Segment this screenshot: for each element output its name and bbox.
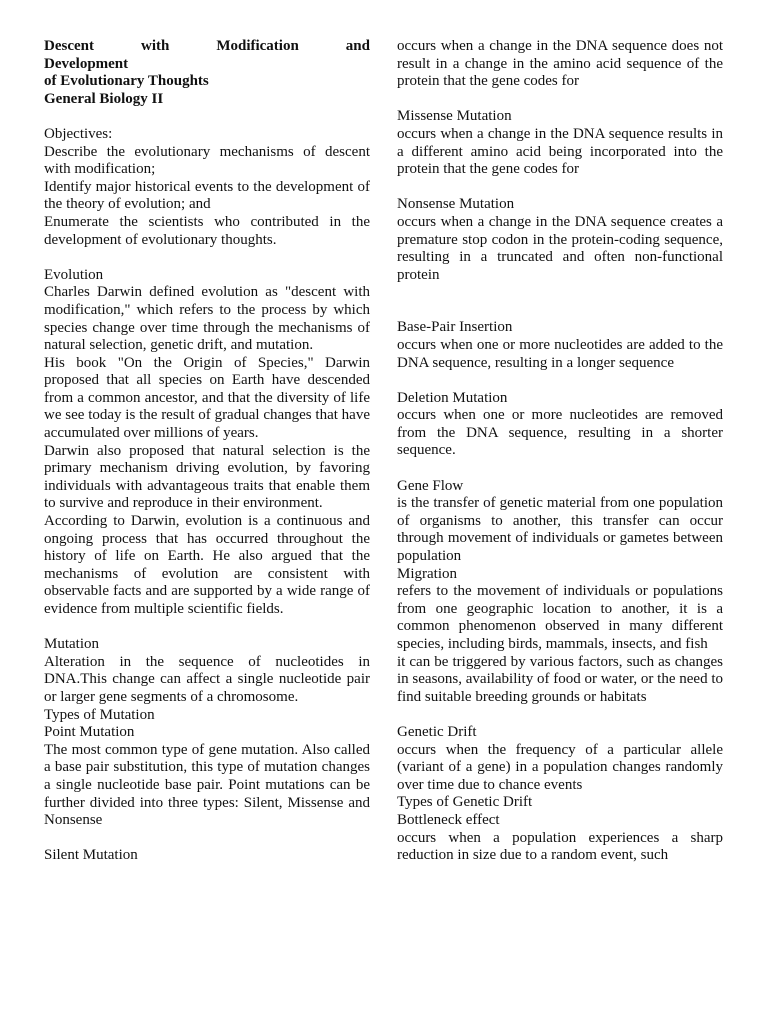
migration-heading: Migration <box>397 565 457 582</box>
evolution-paragraph: Darwin also proposed that natural selection is the primary mechanism driving evolution, by favoring individuals with advantageous traits that enable them to survive and reproduce in their environment. <box>44 442 370 512</box>
deletion-text: occurs when one or more nucleotides are removed from the DNA sequence, resulting in a shorter sequence. <box>397 407 723 459</box>
bottleneck-heading: Bottleneck effect <box>397 811 500 828</box>
bottleneck-text: occurs when a population experiences a sharp reduction in size due to a random event, such <box>397 829 723 864</box>
doc-title-line-1: Descent with Modification and <box>44 38 370 54</box>
nonsense-mutation-heading: Nonsense Mutation <box>397 196 515 213</box>
genetic-drift-heading: Genetic Drift <box>397 723 477 740</box>
gene-flow-heading: Gene Flow <box>397 477 464 494</box>
gene-flow-text: is the transfer of genetic material from one population of organisms to another, this transfer can occur through movement of individuals or gametes between population <box>397 495 723 565</box>
deletion-heading: Deletion Mutation <box>397 389 508 406</box>
doc-subtitle: General Biology II <box>44 90 164 107</box>
evolution-heading: Evolution <box>44 266 104 283</box>
right-column <box>397 38 723 865</box>
nonsense-mutation-text: occurs when a change in the DNA sequence creates a premature stop codon in the protein-coding sequence, resulting in a truncated and often non-functional protein <box>397 213 723 283</box>
silent-mutation-heading: Silent Mutation <box>44 847 138 864</box>
evolution-paragraph: Charles Darwin defined evolution as "descent with modification," which refers to the process by which species change over time through the mechanisms of natural selection, genetic drift, and mutation. <box>44 284 370 354</box>
migration-triggers-text: it can be triggered by various factors, such as changes in seasons, availability of food or water, or the need to find suitable breeding grounds or habitats <box>397 653 723 705</box>
genetic-drift-types-heading: Types of Genetic Drift <box>397 794 533 811</box>
objective-item: Describe the evolutionary mechanisms of descent with modification; <box>44 143 370 178</box>
missense-mutation-text: occurs when a change in the DNA sequence results in a different amino acid being incorporated into the protein that the gene codes for <box>397 125 723 178</box>
insertion-text: occurs when one or more nucleotides are added to the DNA sequence, resulting in a longer sequence <box>397 336 723 371</box>
doc-title-line-2: Development <box>44 55 129 72</box>
mutation-heading: Mutation <box>44 636 99 653</box>
point-mutation-heading: Point Mutation <box>44 724 135 741</box>
missense-mutation-heading: Missense Mutation <box>397 108 512 125</box>
mutation-definition: Alteration in the sequence of nucleotides in DNA.This change can affect a single nucleotide pair or larger gene segments of a chromosome. <box>44 653 370 705</box>
insertion-heading: Base-Pair Insertion <box>397 319 513 336</box>
objectives-heading: Objectives: <box>44 125 113 142</box>
migration-text: refers to the movement of individuals or populations from one geographic location to another, it is a common phenomenon observed in many different species, including birds, mammals, insects, and fish <box>397 583 723 652</box>
objective-item: Identify major historical events to the development of the theory of evolution; and <box>44 178 370 213</box>
mutation-types-heading: Types of Mutation <box>44 706 155 723</box>
point-mutation-text: The most common type of gene mutation. Also called a base pair substitution, this type of mutation changes a single nucleotide base pair. Point mutations can be further divided into three types: Silent, Missense and Nonsense <box>44 741 370 829</box>
evolution-paragraph: According to Darwin, evolution is a continuous and ongoing process that has occurred throughout the history of life on Earth. He also argued that the mechanisms of evolution are consistent with observable facts and are supported by a wide range of evidence from multiple scientific fields. <box>44 513 370 617</box>
evolution-paragraph: His book "On the Origin of Species," Darwin proposed that all species on Earth have descended from a common ancestor, and that the diversity of life we see today is the result of gradual changes that have accumulated over millions of years. <box>44 354 370 442</box>
doc-title-line-3: of Evolutionary Thoughts <box>44 73 209 90</box>
left-column <box>44 38 370 865</box>
genetic-drift-text: occurs when the frequency of a particular allele (variant of a gene) in a population changes randomly over time due to chance events <box>397 741 723 793</box>
silent-mutation-text: occurs when a change in the DNA sequence does not result in a change in the amino acid sequence of the protein that the gene codes for <box>397 38 723 90</box>
objective-item: Enumerate the scientists who contributed in the development of evolutionary thoughts. <box>44 213 370 248</box>
